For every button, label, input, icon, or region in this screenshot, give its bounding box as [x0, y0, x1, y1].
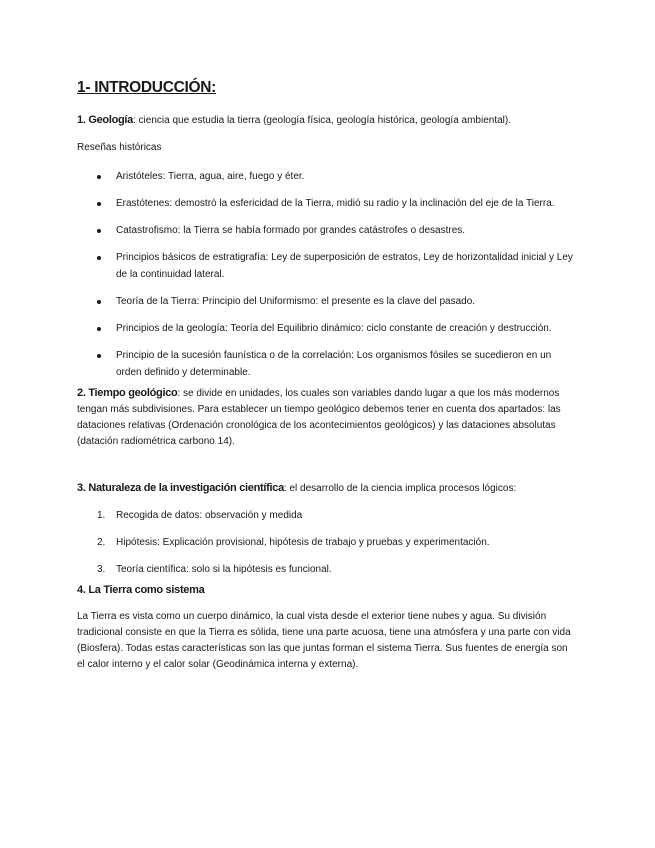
list-item [77, 222, 577, 239]
bullet-icon [97, 354, 101, 358]
section-geologia-head: 1. Geología [77, 114, 133, 126]
bullet-icon [97, 256, 101, 260]
section-tiempo-text: : se divide en unidades, los cuales son variables dando lugar a que los más modernos tengan más subdivisiones. Para establecer un tiempo geológico debemos tener en cuenta dos apartados: las dataciones relativas (Ordenación cronológica de los acontecimientos geológicos) y las dataciones absolutas (datación radiométrica carbono 14). [77, 388, 561, 447]
list-item [77, 347, 577, 381]
section-tierra-text: La Tierra es vista como un cuerpo dinámico, la cual vista desde el exterior tiene nubes y agua. Su división tradicional consiste en que la Tierra es sólida, tiene una parte acuosa, tiene una atmósfera y una parte con vida (Biosfera). Todas estas características son las que juntas forman el sistema Tierra. Sus fuentes de energía son el calor interno y el calor solar (Geodinámica interna y externa). [77, 611, 571, 670]
list-item [77, 320, 577, 337]
list-item [77, 168, 577, 185]
page-title: 1- INTRODUCCIÓN: [77, 79, 216, 96]
list-item-text: Aristóteles: Tierra, agua, aire, fuego y éter. [116, 171, 305, 182]
historical-bullet-list [77, 168, 577, 381]
list-item [77, 195, 577, 212]
list-item-text: Teoría científica: solo si la hipótesis es funcional. [116, 564, 332, 575]
section-investigacion-text: : el desarrollo de la ciencia implica procesos lógicos: [283, 483, 517, 494]
bullet-icon [97, 327, 101, 331]
section-tiempo-geologico [77, 385, 577, 450]
list-item [77, 561, 577, 578]
list-number: 3. [97, 564, 106, 575]
list-item-text: Principio de la sucesión faunística o de la correlación: Los organismos fósiles se sucedieron en un orden definido y determinable. [116, 350, 552, 378]
section-geologia [77, 112, 577, 129]
section-tierra-head: 4. La Tierra como sistema [77, 584, 205, 596]
list-item-text: Catastrofismo: la Tierra se había formado por grandes catástrofes o desastres. [116, 225, 466, 236]
section-geologia-text: : ciencia que estudia la tierra (geología física, geología histórica, geología ambiental). [133, 115, 512, 126]
bullet-icon [97, 175, 101, 179]
list-item [77, 293, 577, 310]
resenas-label: Reseñas históricas [77, 142, 162, 153]
list-item-text: Teoría de la Tierra: Principio del Uniformismo: el presente es la clave del pasado. [116, 296, 476, 307]
list-item [77, 534, 577, 551]
list-item [77, 507, 577, 524]
list-item [77, 249, 577, 283]
steps-numbered-list [77, 507, 577, 578]
document-page [77, 78, 577, 673]
list-number: 2. [97, 537, 106, 548]
list-item-text: Recogida de datos: observación y medida [116, 510, 303, 521]
bullet-icon [97, 300, 101, 304]
section-investigacion [77, 480, 577, 497]
list-item-text: Principios de la geología: Teoría del Equilibrio dinámico: ciclo constante de creación y destrucción. [116, 323, 552, 334]
bullet-icon [97, 229, 101, 233]
section-tierra-sistema-head-line [77, 582, 577, 599]
list-item-text: Hipótesis: Explicación provisional, hipótesis de trabajo y pruebas y experimentación. [116, 537, 490, 548]
list-item-text: Erastótenes: demostró la esfericidad de la Tierra, midió su radio y la inclinación del eje de la Tierra. [116, 198, 555, 209]
list-number: 1. [97, 510, 106, 521]
list-item-text: Principios básicos de estratigrafía: Ley de superposición de estratos, Ley de horizontalidad inicial y Ley de la continuidad lateral. [116, 252, 573, 280]
section-investigacion-head: 3. Naturaleza de la investigación científica [77, 482, 284, 494]
bullet-icon [97, 202, 101, 206]
section-tiempo-head: 2. Tiempo geológico [77, 387, 178, 399]
